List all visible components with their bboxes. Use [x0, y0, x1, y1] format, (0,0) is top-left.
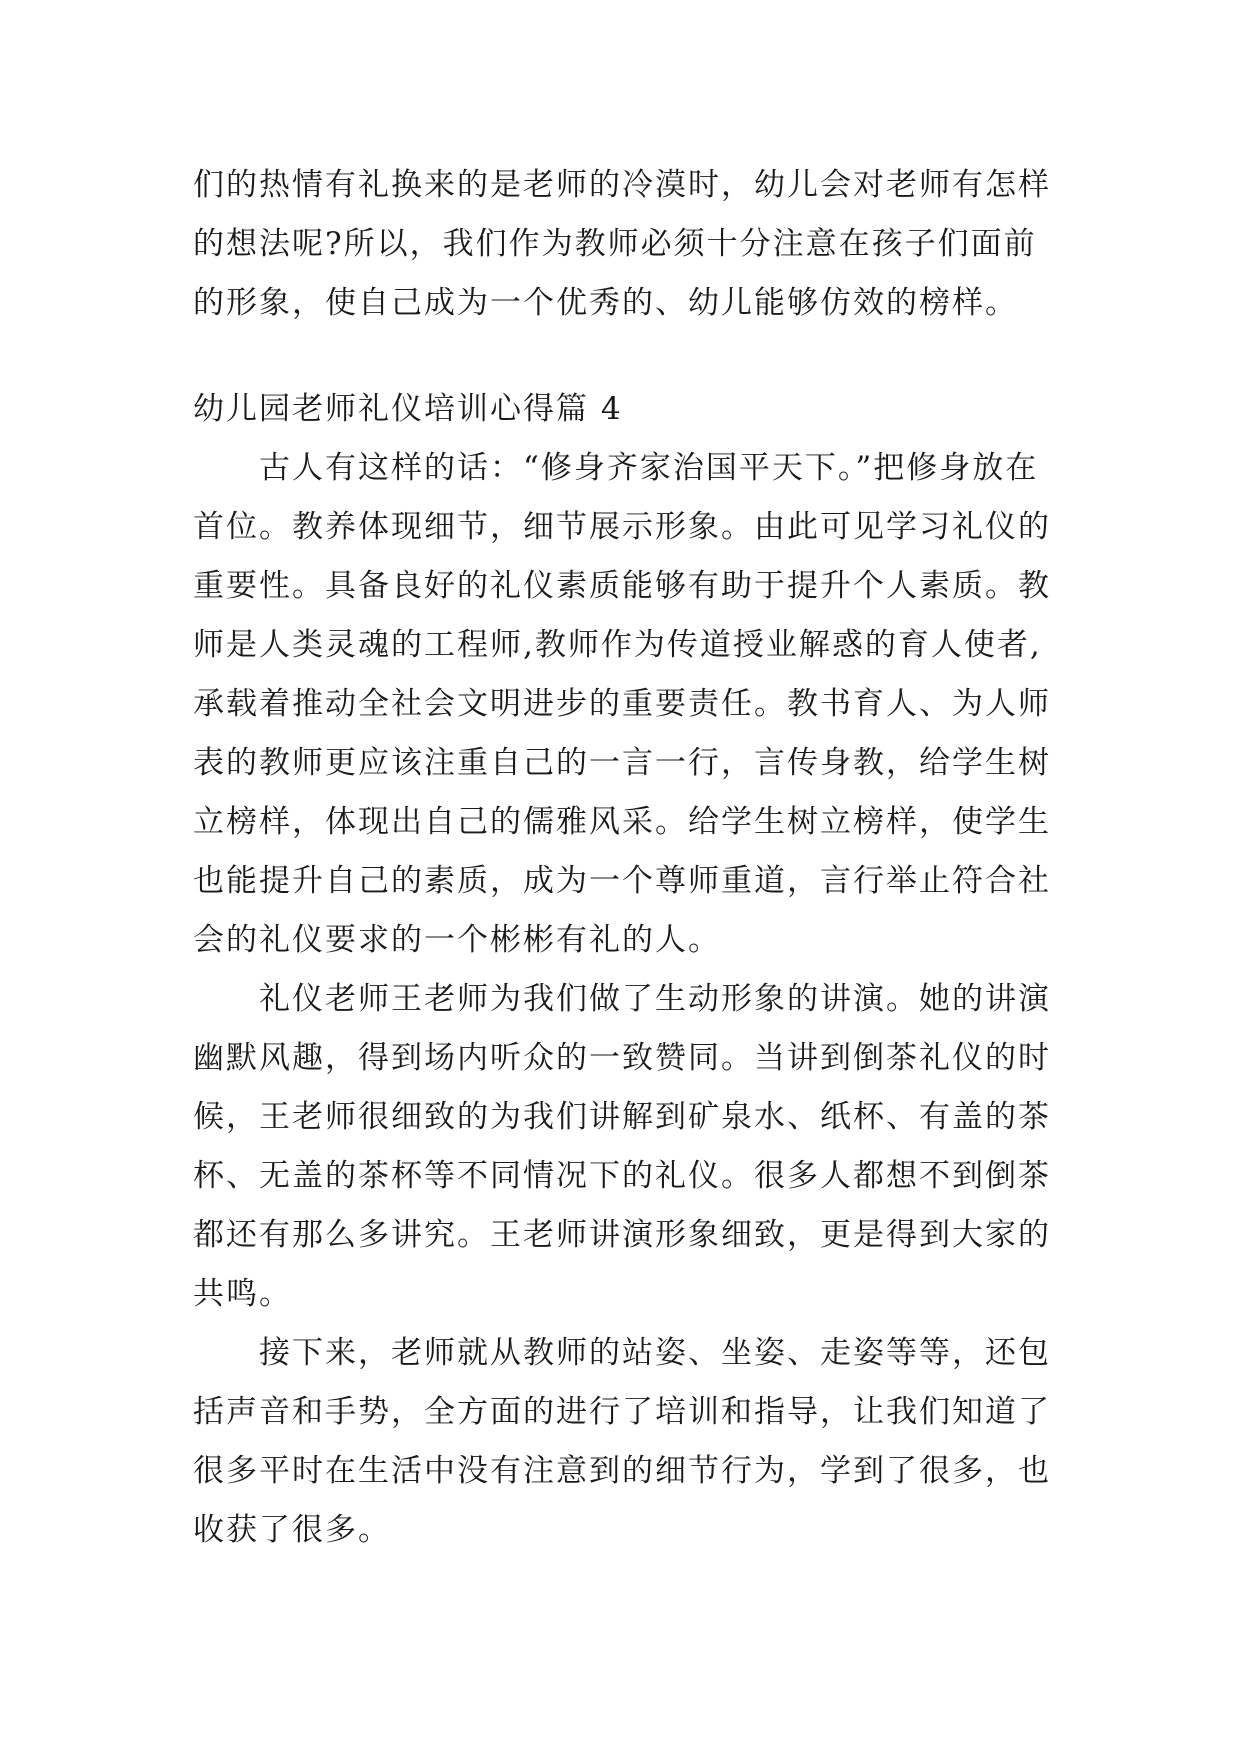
text-line: 也能提升自己的素质，成为一个尊师重道，言行举止符合社 — [193, 863, 1051, 899]
text-line: 承载着推动全社会文明进步的重要责任。教书育人、为人师 — [193, 686, 1051, 722]
text-line: 的形象，使自己成为一个优秀的、幼儿能够仿效的榜样。 — [193, 285, 1018, 321]
text-line: 立榜样，体现出自己的儒雅风采。给学生树立榜样，使学生 — [193, 804, 1051, 840]
text-line: 表的教师更应该注重自己的一言一行，言传身教，给学生树 — [193, 745, 1051, 781]
text-line: 括声音和手势，全方面的进行了培训和指导，让我们知道了 — [193, 1394, 1051, 1430]
text-line: 候，王老师很细致的为我们讲解到矿泉水、纸杯、有盖的茶 — [193, 1099, 1051, 1135]
text-line: 们的热情有礼换来的是老师的冷漠时，幼儿会对老师有怎样 — [193, 167, 1051, 203]
text-line: 杯、无盖的茶杯等不同情况下的礼仪。很多人都想不到倒茶 — [193, 1158, 1051, 1194]
text-line: 共鸣。 — [193, 1276, 292, 1312]
text-line: 首位。教养体现细节，细节展示形象。由此可见学习礼仪的 — [193, 509, 1051, 545]
section-title: 幼儿园老师礼仪培训心得篇 4 — [193, 391, 623, 427]
text-line: 接下来，老师就从教师的站姿、坐姿、走姿等等，还包 — [259, 1335, 1051, 1371]
text-line: 师是人类灵魂的工程师,教师作为传道授业解惑的育人使者, — [193, 627, 1042, 663]
paragraph-gap — [193, 333, 1053, 380]
text-line: 礼仪老师王老师为我们做了生动形象的讲演。她的讲演 — [259, 981, 1051, 1017]
text-line: 重要性。具备良好的礼仪素质能够有助于提升个人素质。教 — [193, 568, 1051, 604]
text-line: 幽默风趣，得到场内听众的一致赞同。当讲到倒茶礼仪的时 — [193, 1040, 1051, 1076]
text-line: 都还有那么多讲究。王老师讲演形象细致，更是得到大家的 — [193, 1217, 1051, 1253]
text-line: 的想法呢?所以，我们作为教师必须十分注意在孩子们面前 — [193, 226, 1037, 262]
text-line: 很多平时在生活中没有注意到的细节行为，学到了很多，也 — [193, 1453, 1051, 1489]
text-line: 收获了很多。 — [193, 1512, 391, 1548]
text-line: 古人有这样的话：“修身齐家治国平天下。”把修身放在 — [259, 450, 1039, 486]
text-line: 会的礼仪要求的一个彬彬有礼的人。 — [193, 922, 721, 958]
document-body — [193, 156, 1053, 1560]
